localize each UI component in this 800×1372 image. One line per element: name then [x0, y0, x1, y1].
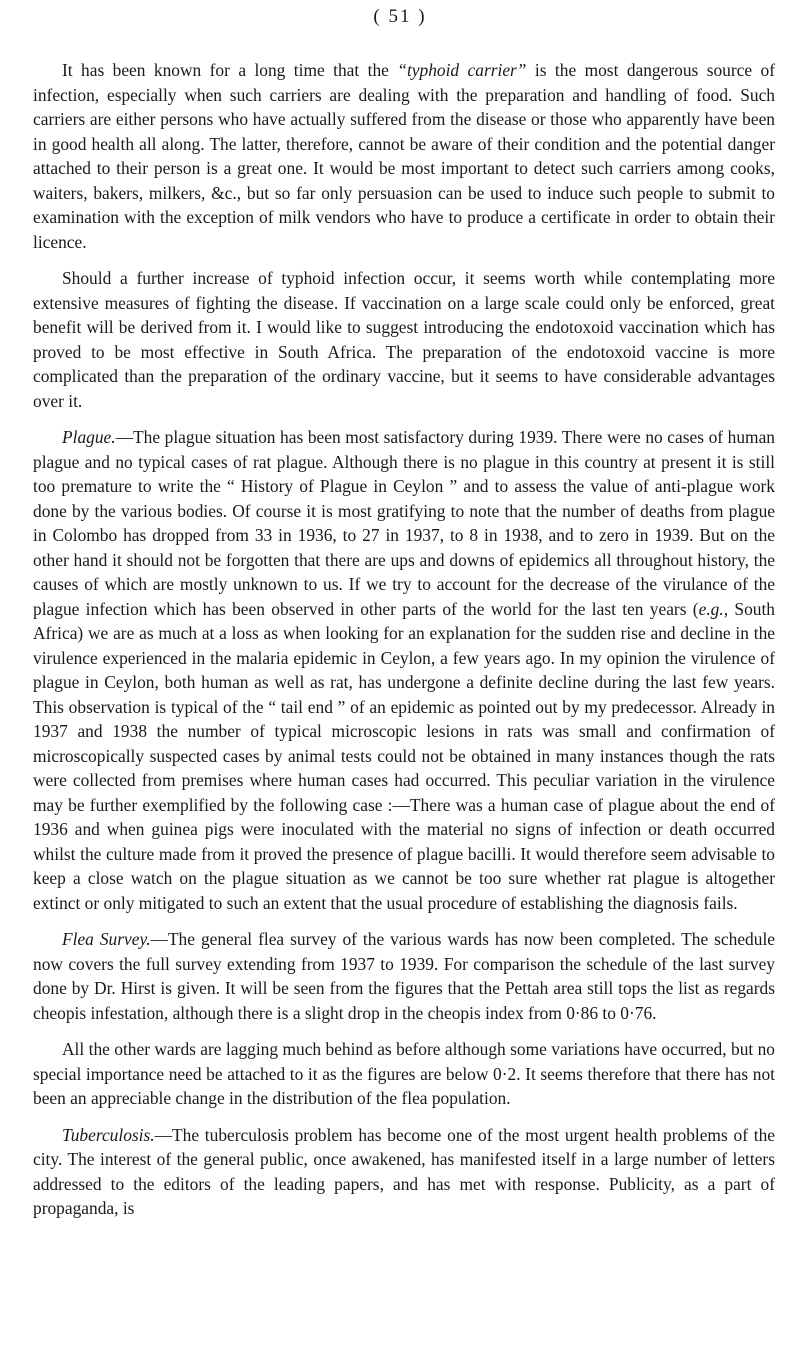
- paragraph-flea-survey: [33, 927, 775, 1025]
- paragraph-text: All the other wards are lagging much behind as before although some variations have occurred, but no special importance need be attached to it as the figures are below 0·2. It seems therefore that there has not been an appreciable change in the distribution of the flea population.: [33, 1039, 775, 1108]
- paragraph-plague: [33, 425, 775, 915]
- section-heading-plague: Plague.: [62, 427, 116, 447]
- section-heading-flea-survey: Flea Survey.: [62, 929, 151, 949]
- page-number: ( 51 ): [373, 6, 427, 27]
- paragraph-text: —The general flea survey of the various wards has now been completed. The schedule now covers the full survey extending from 1937 to 1939. For comparison the schedule of the last survey done by Dr. Hirst is given. It will be seen from the figures that the Pettah area still tops the list as regards cheopis infestation, although there is a slight drop in the cheopis index from 0·86 to 0·76.: [33, 929, 775, 1023]
- paragraph-text: , South Africa) we are as much at a loss as when looking for an explanation for the sudden rise and decline in the virulence experienced in the malaria epidemic in Ceylon, a few years ago. In my opinion the virulence of plague in Ceylon, both human as well as rat, has undergone a definite decline during the last few years. This observation is typical of the “ tail end ” of an epidemic as pointed out by my predecessor. Already in 1937 and 1938 the number of typical microscopic lesions in rats was small and confirmation of microscopically suspected cases by animal tests could not be obtained in many instances though the rats were collected from premises where human cases had occurred. This peculiar variation in the virulence may be further exemplified by the following case :—There was a human case of plague about the end of 1936 and when guinea pigs were inoculated with the material no signs of infection or death occurred whilst the culture made from it proved the presence of plague bacilli. It would therefore seem advisable to keep a close watch on the plague situation as we cannot be too sure whether rat plague is altogether extinct or only mitigated to such an extent that the usual procedure of establishing the diagnosis fails.: [33, 598, 775, 913]
- paragraph-vaccination: [33, 266, 775, 413]
- paragraph-typhoid-carrier: [33, 58, 775, 254]
- section-heading-tuberculosis: Tuberculosis.: [62, 1124, 155, 1145]
- paragraph-other-wards: [33, 1037, 775, 1111]
- paragraph-text: It has been known for a long time that the: [62, 60, 398, 80]
- paragraph-text: Should a further increase of typhoid infection occur, it seems worth while contemplating more extensive measures of fighting the disease. If vaccination on a large scale could only be enforced, great benefit will be derived from it. I would like to suggest introducing the endotoxoid vaccination which has proved to be most effective in South Africa. The preparation of the endotoxoid vaccine is more complicated than the preparation of the ordinary vaccine, but it seems to have considerable advantages over it.: [33, 268, 775, 411]
- page-body: [33, 58, 775, 1231]
- italic-term: e.g.: [698, 598, 724, 619]
- paragraph-text: —The tuberculosis problem has become one of the most urgent health problems of the city. The interest of the general public, once awakened, has manifested itself in a large number of letters addressed to the editors of the leading papers, and has met with response. Publicity, as a part of propaganda, is: [33, 1124, 775, 1218]
- paragraph-text: —The plague situation has been most satisfactory during 1939. There were no cases of human plague and no typical cases of rat plague. Although there is no plague in this country at present it is still too premature to write the “ History of Plague in Ceylon ” and to assess the value of anti-plague work done by the various bodies. Of course it is most gratifying to note that the number of deaths from plague in Colombo has dropped from 33 in 1936, to 27 in 1937, to 8 in 1938, and to zero in 1939. But on the other hand it should not be forgotten that there are ups and downs of epidemics all throughout history, the causes of which are mostly unknown to us. If we try to account for the decrease of the virulance of the plague infection which has been observed in other parts of the world for the last ten years (: [33, 427, 775, 619]
- paragraph-text: is the most dangerous source of infection, especially when such carriers are dealing with the preparation and handling of food. Such carriers are either persons who have actually suffered from the disease or those who apparently have been in good health all along. The latter, therefore, cannot be aware of their condition and the potential danger attached to their person is a great one. It would be most important to detect such carriers among cooks, waiters, bakers, milkers, &c., but so far only persuasion can be used to induce such people to submit to examination with the exception of milk vendors who have to produce a certificate in order to obtain their licence.: [33, 60, 775, 252]
- paragraph-tuberculosis: [33, 1123, 775, 1221]
- italic-term: “typhoid carrier”: [397, 60, 527, 80]
